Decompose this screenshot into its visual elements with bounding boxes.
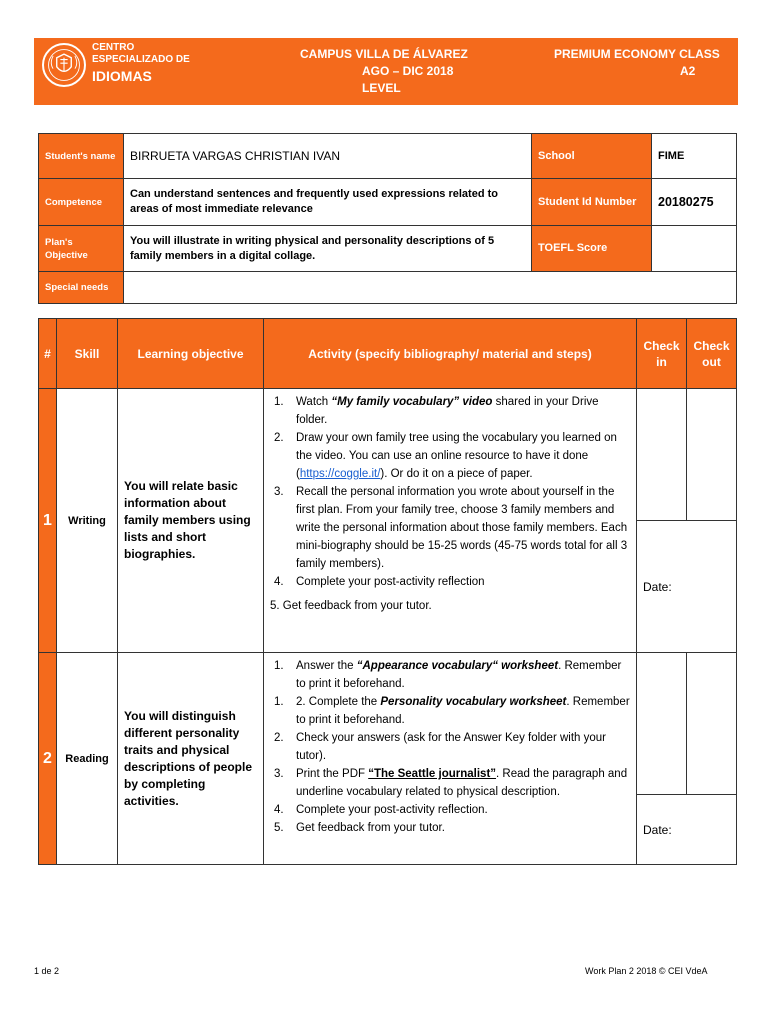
id-label: Student Id Number [532, 179, 652, 226]
row-number: 1 [39, 389, 57, 653]
competence-value: Can understand sentences and frequently used expressions related to areas of most immediate relevance [124, 179, 532, 226]
school-label: School [532, 134, 652, 179]
row-skill: Writing [57, 389, 118, 653]
activity-step: 1. Watch “My family vocabulary” video shared in your Drive folder. [274, 396, 599, 426]
logo-text [92, 42, 190, 85]
activity-step: 2. Draw your own family tree using the vocabulary you learned on the video. You can use an online resource to have it done (https://coggle.it/). Or do it on a piece of paper. [274, 432, 617, 480]
plan-row-2-top [39, 653, 737, 795]
check-in-cell[interactable] [637, 653, 687, 795]
row-skill: Reading [57, 653, 118, 865]
row-activity [264, 389, 637, 653]
header-num: # [39, 319, 57, 389]
student-info-table [38, 133, 737, 304]
info-row-name [39, 134, 737, 179]
activity-step: 5. Get feedback from your tutor. [274, 822, 445, 834]
activity-step: 1. Answer the “Appearance vocabulary“ worksheet. Remember to print it beforehand. [274, 660, 622, 690]
row-number: 2 [39, 653, 57, 865]
toefl-value [652, 226, 737, 272]
check-out-cell[interactable] [687, 389, 737, 521]
footer-credit: Work Plan 2 2018 © CEI VdeA [585, 966, 708, 976]
school-value: FIME [652, 134, 737, 179]
row-objective: You will relate basic information about family members using lists and short biographies. [118, 389, 264, 653]
needs-value [124, 272, 737, 304]
campus-block [300, 46, 468, 97]
page-number: 1 de 2 [34, 966, 60, 976]
activity-step: 4. Complete your post-activity reflection. [274, 804, 488, 816]
header-objective: Learning objective [118, 319, 264, 389]
period: AGO – DIC 2018 [362, 64, 454, 78]
class-block [554, 46, 720, 80]
date-cell[interactable] [637, 795, 737, 865]
objective-value: You will illustrate in writing physical and personality descriptions of 5 family members in a digital collage. [124, 226, 532, 272]
class-type: PREMIUM ECONOMY CLASS [554, 47, 720, 61]
objective-label: Plan's Objective [39, 226, 124, 272]
info-row-objective [39, 226, 737, 272]
activity-step: 2. Check your answers (ask for the Answer Key folder with your tutor). [274, 732, 606, 762]
work-plan-table [38, 318, 737, 865]
toefl-label: TOEFL Score [532, 226, 652, 272]
coggle-link[interactable]: https://coggle.it/ [299, 468, 381, 480]
id-value: 20180275 [652, 179, 737, 226]
needs-label: Special needs [39, 272, 124, 304]
header-skill: Skill [57, 319, 118, 389]
check-out-cell[interactable] [687, 653, 737, 795]
activity-extra: 5. Get feedback from your tutor. [270, 600, 432, 612]
activity-step: 3. Print the PDF “The Seattle journalist”. Read the paragraph and underline vocabulary related to physical description. [274, 768, 628, 798]
logo-line2: ESPECIALIZADO DE [92, 54, 190, 65]
level-label: LEVEL [362, 81, 401, 95]
date-cell[interactable] [637, 521, 737, 653]
activity-step: 4. Complete your post-activity reflection [274, 576, 485, 588]
date-label: Date: [643, 822, 672, 837]
header-activity: Activity (specify bibliography/ material and steps) [264, 319, 637, 389]
row-objective: You will distinguish different personality traits and physical descriptions of people by completing activities. [118, 653, 264, 865]
campus-name: CAMPUS VILLA DE ÁLVAREZ [300, 47, 468, 61]
logo-line1: CENTRO [92, 42, 135, 53]
name-label: Student's name [39, 134, 124, 179]
info-row-competence [39, 179, 737, 226]
header-check-in: Check in [637, 319, 687, 389]
date-label: Date: [643, 579, 672, 594]
university-seal-icon [42, 43, 86, 87]
plan-row-1-top [39, 389, 737, 521]
activity-step: 3. Recall the personal information you wrote about yourself in the first plan. From your family tree, choose 3 family members and write the personal information about those family members. Each mini-biography should be 15-25 words (45-75 words total for all 3 family members). [274, 486, 628, 570]
check-in-cell[interactable] [637, 389, 687, 521]
activity-step: 1. 2. Complete the Personality vocabulary worksheet. Remember to print it beforehand. [274, 696, 630, 726]
name-value: BIRRUETA VARGAS CHRISTIAN IVAN [124, 134, 532, 179]
level-value: A2 [680, 64, 696, 78]
activity-steps [270, 657, 630, 837]
info-row-needs [39, 272, 737, 304]
header-banner [34, 38, 738, 105]
competence-label: Competence [39, 179, 124, 226]
activity-steps [270, 393, 630, 591]
row-activity [264, 653, 637, 865]
header-check-out: Check out [687, 319, 737, 389]
logo-line3: IDIOMAS [92, 68, 152, 84]
plan-header-row [39, 319, 737, 389]
